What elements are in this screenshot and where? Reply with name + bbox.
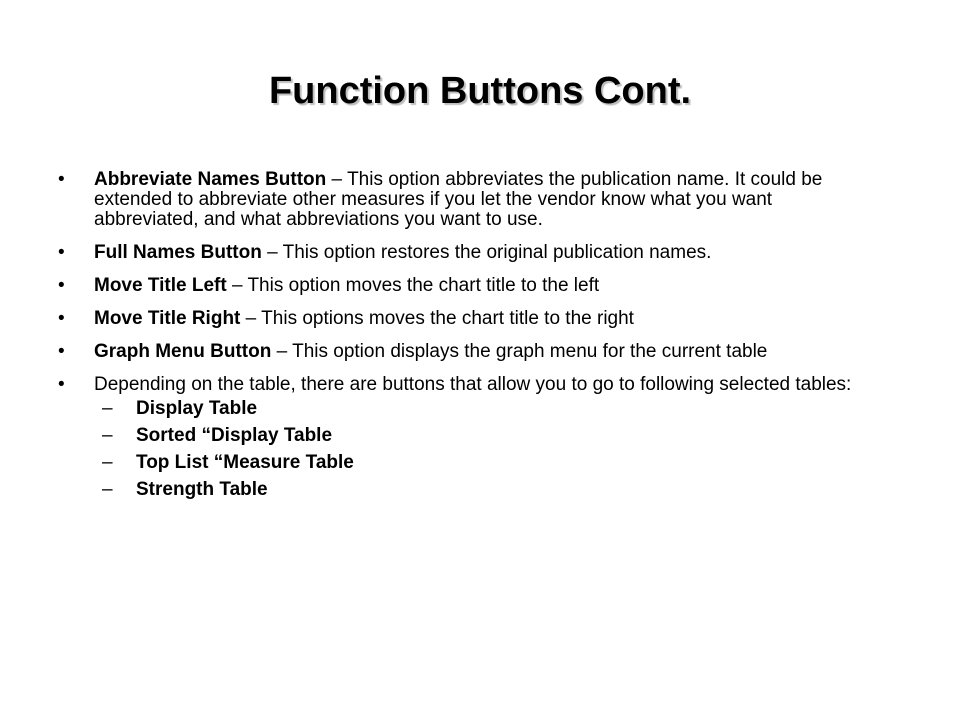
- dash-icon: –: [102, 425, 113, 446]
- bullet-icon: •: [58, 341, 65, 362]
- sub-item-label: Strength Table: [136, 479, 268, 500]
- bullet-text: Depending on the table, there are buttons that allow you to go to following selected tables:: [94, 374, 852, 395]
- slide-title: Function Buttons Cont.: [268, 70, 692, 112]
- bullet-term: Graph Menu Button: [94, 341, 272, 362]
- bullet-text: – This option moves the chart title to the left: [226, 275, 600, 296]
- sub-item-strength-table: [94, 480, 878, 500]
- bullet-item-abbreviate-names: [58, 170, 878, 230]
- dash-icon: –: [102, 398, 113, 419]
- bullet-term: Move Title Right: [94, 308, 241, 329]
- bullet-text: – This option abbreviates the publication name. It could be extended to abbreviate other measures if you let the vendor know what you want abbreviated, and what abbreviations you want to use.: [94, 169, 823, 230]
- bullet-term: Full Names Button: [94, 242, 262, 263]
- sub-list: [94, 399, 878, 500]
- sub-item-label: Sorted “Display Table: [136, 425, 333, 446]
- bullet-item-move-title-right: [58, 309, 878, 329]
- sub-item-display-table: [94, 399, 878, 419]
- bullet-icon: •: [58, 275, 65, 296]
- bullet-item-depending-on-table: [58, 375, 878, 500]
- bullet-term: Move Title Left: [94, 275, 227, 296]
- sub-item-label: Display Table: [136, 398, 258, 419]
- bullet-icon: •: [58, 374, 65, 395]
- bullet-item-move-title-left: [58, 276, 878, 296]
- bullet-text: – This options moves the chart title to the right: [240, 308, 634, 329]
- sub-item-label: Top List “Measure Table: [136, 452, 354, 473]
- bullet-term: Abbreviate Names Button: [94, 169, 327, 190]
- bullet-icon: •: [58, 242, 65, 263]
- bullet-list: [58, 170, 878, 513]
- bullet-icon: •: [58, 169, 65, 190]
- dash-icon: –: [102, 479, 113, 500]
- dash-icon: –: [102, 452, 113, 473]
- bullet-text: – This option restores the original publication names.: [261, 242, 712, 263]
- sub-item-top-list-measure-table: [94, 453, 878, 473]
- bullet-item-full-names: [58, 243, 878, 263]
- bullet-text: – This option displays the graph menu for the current table: [271, 341, 768, 362]
- sub-item-sorted-display-table: [94, 426, 878, 446]
- bullet-item-graph-menu: [58, 342, 878, 362]
- bullet-icon: •: [58, 308, 65, 329]
